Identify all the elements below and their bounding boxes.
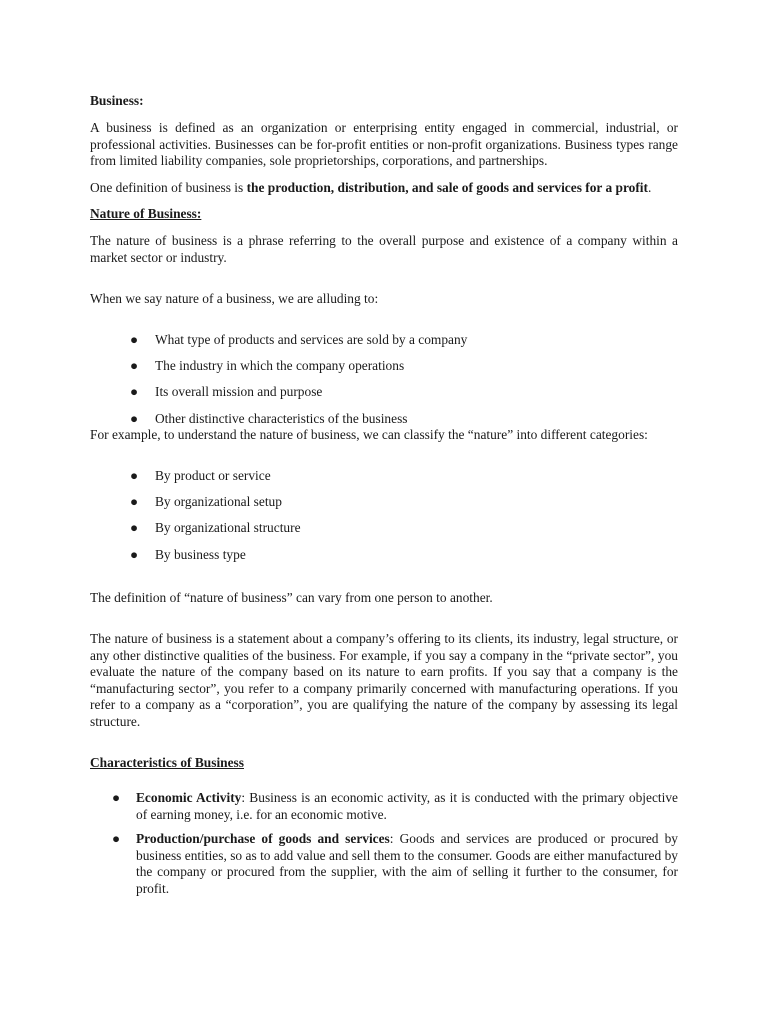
list-item-text: : Goods and services are produced or procured by business entities, so as to add value and sell them to the consumer. Goods are either manufactured by the company or procured from the supplier, with the aim of selling it further to the consumer, for profit. — [136, 831, 678, 896]
list-item — [90, 831, 678, 897]
heading-characteristics: Characteristics of Business — [90, 755, 244, 770]
list-nature-categories — [90, 468, 678, 573]
paragraph-alluding: When we say nature of a business, we are alluding to: — [90, 291, 379, 306]
list-item — [90, 358, 678, 384]
paragraph-one-definition-suffix: . — [647, 180, 652, 195]
paragraph-business-definition: A business is defined as an organization or enterprising entity engaged in commercial, industrial, or professional activities. Businesses can be for-profit entities or non-profit organizations. Business types range from limited liability companies, sole proprietorships, corporations, and partnerships. — [90, 120, 678, 168]
bullet-icon: ● — [112, 831, 121, 846]
bullet-icon: ● — [130, 468, 139, 483]
list-item — [90, 468, 678, 494]
bullet-icon: ● — [130, 332, 139, 347]
bullet-icon: ● — [130, 494, 139, 510]
list-item-term: Production/purchase of goods and services — [136, 831, 390, 846]
bullet-icon: ● — [130, 410, 139, 426]
paragraph-one-definition — [90, 180, 678, 197]
list-item-text: By organizational structure — [155, 520, 301, 536]
list-item-text: What type of products and services are sold by a company — [155, 332, 468, 347]
list-characteristics — [90, 790, 678, 905]
bullet-icon: ● — [130, 358, 139, 374]
list-item — [90, 494, 678, 520]
list-item — [90, 547, 678, 573]
paragraph-nature-definition: The nature of business is a phrase referring to the overall purpose and existence of a company within a market sector or industry. — [90, 233, 678, 265]
list-item-text: Other distinctive characteristics of the business — [155, 410, 408, 426]
bullet-icon: ● — [130, 384, 139, 400]
list-item-text: By organizational setup — [155, 494, 282, 510]
paragraph-example-classify: For example, to understand the nature of business, we can classify the “nature” into different categories: — [90, 427, 648, 442]
bullet-icon: ● — [130, 520, 139, 536]
list-item-text: The industry in which the company operations — [155, 358, 405, 374]
list-nature-aspects — [90, 332, 678, 437]
list-item — [90, 384, 678, 410]
paragraph-definition-varies: The definition of “nature of business” can vary from one person to another. — [90, 590, 493, 605]
paragraph-one-definition-bold: the production, distribution, and sale of goods and services for a profit — [246, 180, 648, 195]
list-item — [90, 790, 678, 823]
bullet-icon: ● — [112, 790, 121, 805]
heading-nature-of-business: Nature of Business: — [90, 206, 202, 221]
paragraph-one-definition-prefix: One definition of business is — [90, 180, 247, 195]
list-item-text: By product or service — [155, 468, 271, 483]
list-item-text: Its overall mission and purpose — [155, 384, 323, 400]
list-item-text: : Business is an economic activity, as it is conducted with the primary objective of earning money, i.e. for an economic motive. — [136, 790, 678, 822]
bullet-icon: ● — [130, 546, 139, 562]
list-item — [90, 332, 678, 358]
list-item — [90, 520, 678, 546]
list-item-text: By business type — [155, 546, 246, 562]
paragraph-nature-statement: The nature of business is a statement about a company’s offering to its clients, its industry, legal structure, or any other distinctive qualities of the business. For example, if you say a company in the “private sector”, you evaluate the nature of the company based on its nature to earn profits. If you say that a company is the “manufacturing sector”, you refer to a company primarily concerned with manufacturing operations. If you refer to a company as a “corporation”, you are qualifying the nature of the company by assessing its legal structure. — [90, 631, 678, 729]
list-item-term: Economic Activity — [136, 790, 242, 805]
heading-business: Business: — [90, 93, 144, 108]
